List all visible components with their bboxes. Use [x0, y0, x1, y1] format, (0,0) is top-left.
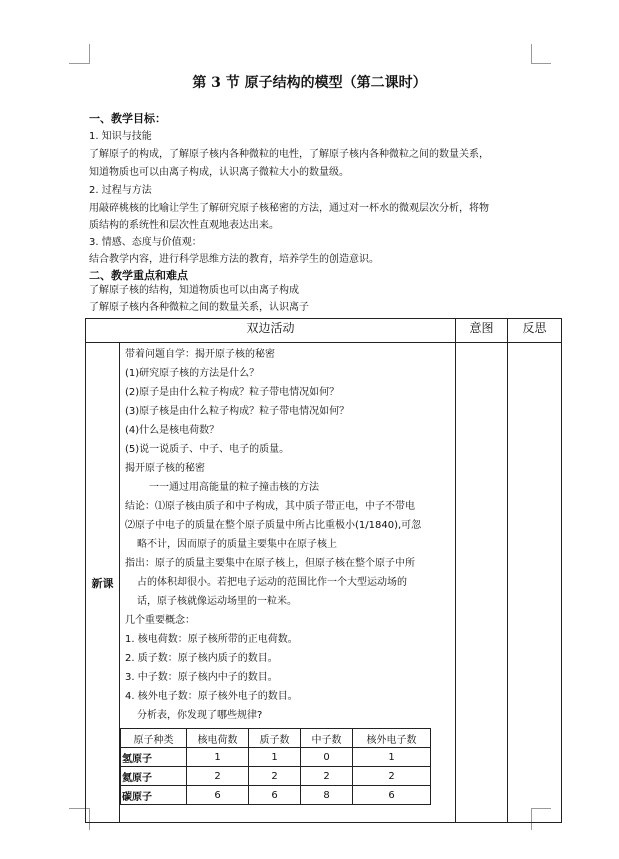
content-line: 占的体积却很小。若把电子运动的范围比作一个大型运动场的: [137, 577, 407, 588]
objectives-heading: 一、教学目标：: [89, 112, 166, 125]
atom-value: 2: [301, 767, 353, 786]
emotion-heading: 3. 情感、态度与价值观：: [89, 237, 202, 248]
atom-value: 1: [249, 748, 301, 767]
content-line: 1. 核电荷数：原子核所带的正电荷数。: [125, 634, 298, 645]
activity-cell: [120, 343, 456, 823]
intent-cell: [456, 343, 508, 823]
page-title: 第 3 节 原子结构的模型（第二课时）: [192, 75, 427, 91]
crop-mark: [531, 44, 532, 64]
content-line: 话，原子核就像运动场里的一粒米。: [137, 596, 297, 607]
content-line: 分析表，你发现了哪些规律?: [137, 710, 263, 721]
atom-value: 2: [249, 767, 301, 786]
atom-value: 2: [187, 767, 249, 786]
atom-name: 氦原子: [121, 767, 187, 786]
content-line: (5)说一说质子、中子、电子的质量。: [125, 444, 290, 455]
content-line: 带着问题自学：揭开原子核的秘密: [125, 349, 275, 360]
knowledge-heading: 1. 知识与技能: [89, 131, 152, 142]
process-text: 质结构的系统性和层次性直观地表达出来。: [89, 220, 279, 231]
keypoints-heading: 二、教学重点和难点: [89, 269, 188, 282]
content-line: 一一通过用高能量的粒子撞击核的方法: [149, 482, 319, 493]
atom-value: 6: [187, 786, 249, 805]
atom-table-header: 核电荷数: [187, 729, 249, 748]
atom-value: 0: [301, 748, 353, 767]
atom-value: 1: [187, 748, 249, 767]
table-row: [121, 786, 431, 805]
atom-table-header: 中子数: [301, 729, 353, 748]
content-line: 揭开原子核的秘密: [125, 463, 205, 474]
atom-value: 8: [301, 786, 353, 805]
reflection-cell: [508, 343, 562, 823]
emotion-text: 结合教学内容，进行科学思维方法的教育，培养学生的创造意识。: [89, 254, 379, 265]
atom-table-header: 质子数: [249, 729, 301, 748]
atom-name: 氢原子: [121, 748, 187, 767]
content-line: 3. 中子数：原子核内中子的数目。: [125, 672, 278, 683]
atom-value: 6: [353, 786, 431, 805]
atom-name: 碳原子: [121, 786, 187, 805]
header-activity: 双边活动: [86, 319, 456, 343]
header-reflection: 反思: [508, 319, 562, 343]
crop-mark: [69, 63, 89, 64]
knowledge-text: 知道物质也可以由离子构成，认识离子微粒大小的数量级。: [89, 167, 349, 178]
knowledge-text: 了解原子的构成，了解原子核内各种微粒的电性，了解原子核内各种微粒之间的数量关系，: [89, 149, 489, 160]
content-line: 略不计，因而原子的质量主要集中在原子核上: [137, 539, 337, 550]
crop-mark: [531, 63, 551, 64]
content-line: 结论：⑴原子核由质子和中子构成，其中质子带正电，中子不带电: [125, 501, 415, 512]
content-line: (2)原子是由什么粒子构成？粒子带电情况如何？: [125, 387, 340, 398]
atom-value: 1: [353, 748, 431, 767]
header-intent: 意图: [456, 319, 508, 343]
table-row: [121, 767, 431, 786]
content-line: 几个重要概念：: [125, 615, 195, 626]
content-line: ⑵原子中电子的质量在整个原子质量中所占比重极小(1/1840),可忽: [125, 520, 422, 531]
lesson-table: [85, 318, 562, 823]
atom-value: 6: [249, 786, 301, 805]
keypoints-text: 了解原子核内各种微粒之间的数量关系，认识离子: [89, 302, 309, 313]
atom-table-header: 原子种类: [121, 729, 187, 748]
keypoints-text: 了解原子核的结构，知道物质也可以由离子构成: [89, 285, 299, 296]
atom-value: 2: [353, 767, 431, 786]
row-label-new-lesson: 新课: [86, 343, 120, 823]
atom-table-header: 核外电子数: [353, 729, 431, 748]
atom-table: [120, 728, 431, 805]
crop-mark: [89, 44, 90, 64]
content-line: (3)原子核是由什么粒子构成？粒子带电情况如何？: [125, 406, 350, 417]
process-heading: 2. 过程与方法: [89, 185, 152, 196]
table-row: [121, 748, 431, 767]
process-text: 用敲碎桃核的比喻让学生了解研究原子核秘密的方法，通过对一杯水的微观层次分析，将物: [89, 203, 489, 214]
content-line: (4)什么是核电荷数？: [125, 425, 220, 436]
content-line: 4. 核外电子数：原子核外电子的数目。: [125, 691, 298, 702]
content-line: 指出：原子的质量主要集中在原子核上，但原子核在整个原子中所: [125, 558, 415, 569]
content-line: 2. 质子数：原子核内质子的数目。: [125, 653, 278, 664]
content-line: (1)研究原子核的方法是什么？: [125, 368, 260, 379]
